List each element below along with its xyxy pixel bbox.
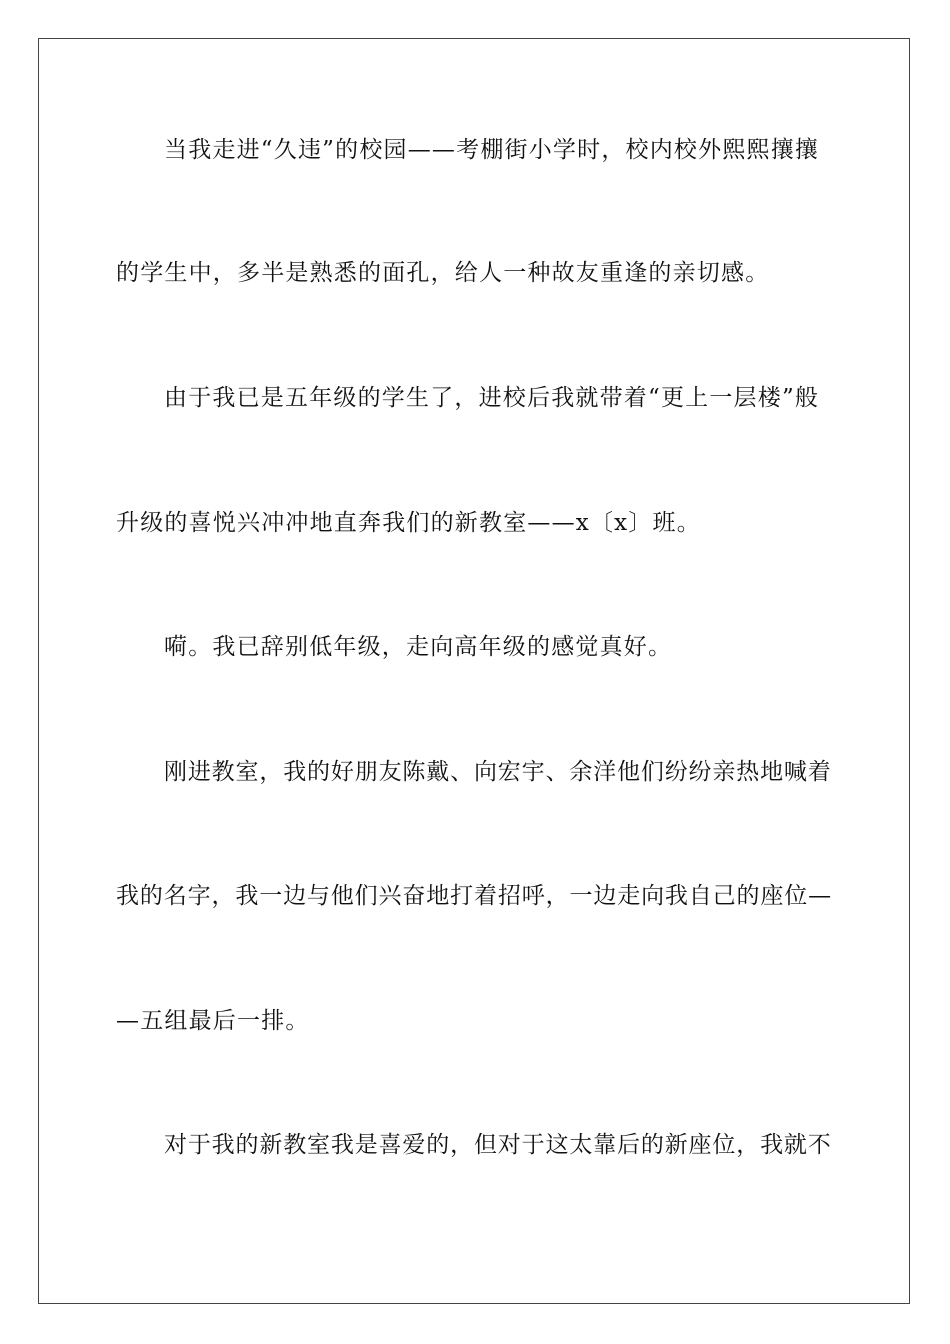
text-line: 当我走进“久违”的校园——考棚街小学时，校内校外熙熙攘攘: [164, 137, 820, 163]
text-line: —五组最后一排。: [116, 1008, 310, 1034]
text-line: 刚进教室，我的好朋友陈戴、向宏宇、余洋他们纷纷亲热地喊着: [164, 759, 832, 785]
text-line: 由于我已是五年级的学生了，进校后我就带着“更上一层楼”般: [164, 385, 820, 411]
text-line: 对于我的新教室我是喜爱的，但对于这太靠后的新座位，我就不: [164, 1132, 832, 1158]
text-line: 的学生中，多半是熟悉的面孔，给人一种故友重逢的亲切感。: [116, 260, 770, 286]
text-line: 升级的喜悦兴冲冲地直奔我们的新教室——x〔x〕班。: [116, 510, 701, 536]
text-line: 我的名字，我一边与他们兴奋地打着招呼，一边走向我自己的座位—: [116, 883, 832, 909]
page-border: [38, 38, 910, 1304]
text-line: 嗬。我已辞别低年级，走向高年级的感觉真好。: [164, 634, 673, 660]
